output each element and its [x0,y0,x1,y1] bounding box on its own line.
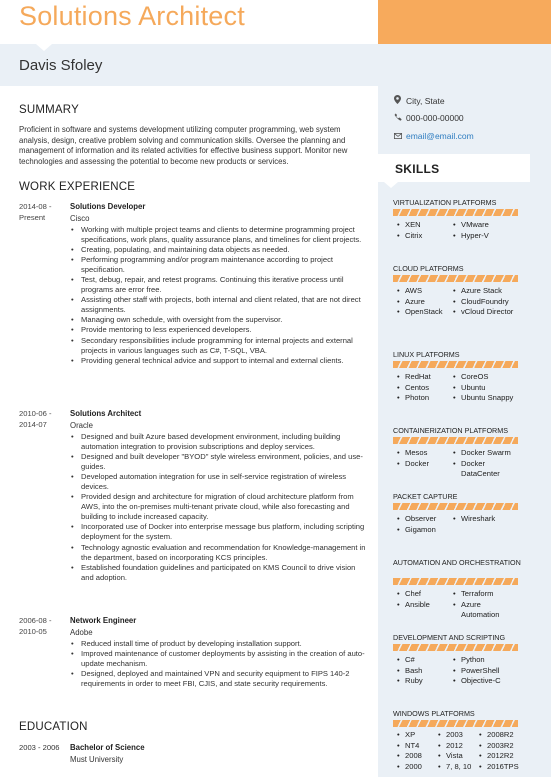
skill-item: • PowerShell [453,666,517,677]
skill-category-title: CONTAINERIZATION PLATFORMS [393,426,509,435]
skill-item: • 2008 [397,751,438,762]
job-bullet: • Technology agnostic evaluation and recommendation for Knowledge-management in the department, based on incorporating KCS principles. [70,543,370,563]
skill-item: • XEN [397,220,453,231]
skill-level-bar [393,209,518,216]
skill-category-title: PACKET CAPTURE [393,492,458,501]
skill-item: • Docker DataCenter [453,459,517,480]
job-title: Solutions Architect [70,409,142,418]
skill-level-bar [393,437,518,444]
job-bullet: • Designed, deployed and maintained VPN and security equipment to FIPS 140-2 requirements in order to meet FBI, CJIS, and state security requirements. [70,669,370,689]
skill-level-bar [393,361,518,368]
skill-item: • Ruby [397,676,453,687]
envelope-icon [394,132,402,141]
job-bullet: • Designed and built Azure based development environment, including building automation integration to provision subscriptions and deploy services. [70,432,370,452]
skill-item: • Chef [397,589,453,600]
skill-item: • Photon [397,393,453,404]
skill-item: • 2016TPS [479,762,524,773]
skill-category-title: LINUX PLATFORMS [393,350,460,359]
skill-category-title: VIRTUALIZATION PLATFORMS [393,198,497,207]
skill-level-bar [393,578,518,585]
phone-icon [394,113,402,123]
skill-level-bar [393,644,518,651]
skill-item: • Terraform [453,589,517,600]
skill-item: • Hyper-V [453,231,517,242]
job-bullet: • Provided design and architecture for migration of cloud architecture platform from AWS, into the on-premises multi-tenant private cloud, while also forecasting and building to include increased capacity. [70,492,370,522]
skill-item: • Centos [397,383,453,394]
job-company: Cisco [70,213,90,223]
skill-category-title: AUTOMATION AND ORCHESTRATION [393,558,521,567]
skill-list [397,730,527,777]
skill-item: • 2008R2 [479,730,524,741]
skill-item: • Bash [397,666,453,677]
location-pin-icon [394,95,402,106]
skills-heading-notch [384,182,398,188]
contact-location: City, State [394,95,445,106]
header [0,0,378,44]
skill-item: • Objective-C [453,676,517,687]
skill-item: • Ubuntu [453,383,517,394]
job-dates: 2014-08 - Present [19,202,52,222]
job-bullet: • Test, debug, repair, and retest programs. Continuing this iterative process until programs are error free. [70,275,370,295]
skill-item: • Ubuntu Snappy [453,393,517,404]
job-bullet: • Established foundation guidelines and participated on KMS Council to drive vision and adoption. [70,563,370,583]
page-title: Solutions Architect [19,1,245,31]
skill-level-bar [393,720,518,727]
skill-item: • VMware [453,220,517,231]
email-link[interactable]: email@email.com [406,131,474,141]
skill-item: • Docker [397,459,453,480]
skill-item: • 2012 [438,741,479,752]
skill-item: • 2012R2 [479,751,524,762]
skill-item: • CoreOS [453,372,517,383]
skill-item: • Gigamon [397,525,453,536]
skill-item: • AWS [397,286,453,297]
skill-list [397,220,527,241]
skill-item: • 2000 [397,762,438,773]
skill-category-title: DEVELOPMENT AND SCRIPTING [393,633,506,642]
job-company: Oracle [70,420,93,430]
skill-item: • XP [397,730,438,741]
job-bullet: • Performing programming and/or program maintenance according to project specification. [70,255,370,275]
skill-item: • 7, 8, 10 [438,762,479,773]
skill-item: • Azure Automation [453,600,517,621]
contact-phone: 000-000-00000 [394,113,464,123]
skill-list [397,589,527,621]
skill-item: • CloudFoundry [453,297,517,308]
skill-item: • 2003 [438,730,479,741]
skill-item: • Vista [438,751,479,762]
job-bullet: • Providing general technical advice and support to internal and external clients. [70,356,370,366]
contact-email[interactable] [394,131,474,141]
job-bullet: • Managing own schedule, with oversight from the supervisor. [70,315,370,325]
skill-list [397,655,527,687]
skills-heading: SKILLS [395,162,440,176]
job-dates: 2006-08 - 2010-05 [19,616,52,636]
job-bullet: • Working with multiple project teams and clients to determine programming project specifications, work plans, quality assurance plans, and timelines for client projects. [70,225,370,245]
skill-item: • Wireshark [453,514,517,525]
skill-item: • C# [397,655,453,666]
header-accent-block [378,0,551,44]
summary-heading: SUMMARY [19,104,79,116]
job-bullet: • Designed and built developer "BYOD" style wireless environment, policies, and use-guides. [70,452,370,472]
skill-level-bar [393,275,518,282]
skill-category-title: WINDOWS PLATFORMS [393,709,475,718]
skill-list [397,514,527,535]
experience-heading: WORK EXPERIENCE [19,181,136,193]
skill-list [397,286,527,318]
education-school: Must University [70,754,124,764]
skill-item: • RedHat [397,372,453,383]
job-title: Solutions Developer [70,202,146,211]
skill-item: • Azure [397,297,453,308]
education-dates: 2003 - 2006 [19,743,60,752]
job-bullet: • Developed automation integration for use in self-service registration of wireless devices. [70,472,370,492]
skill-item: • Docker Swarm [453,448,517,459]
skill-item: • Mesos [397,448,453,459]
job-bullet: • Secondary responsibilities include programming for internal projects and external projects in various languages such as C#, T-SQL, VBA. [70,336,370,356]
skill-item: • Python [453,655,517,666]
skill-item: • vCloud Director [453,307,517,318]
education-heading: EDUCATION [19,721,88,733]
skill-list [397,448,527,480]
job-company: Adobe [70,627,93,637]
education-degree: Bachelor of Science [70,743,145,752]
skill-item: • 2003R2 [479,741,524,752]
skill-item: • Ansible [397,600,453,621]
skill-item: • Azure Stack [453,286,517,297]
skill-category-title: CLOUD PLATFORMS [393,264,464,273]
job-bullet: • Provide mentoring to less experienced developers. [70,325,370,335]
job-bullet: • Improved maintenance of customer deployments by assisting in the creation of auto-update mechanism. [70,649,370,669]
job-bullet: • Assisting other staff with projects, both internal and client related, that are not direct assignments. [70,295,370,315]
job-bullet: • Creating, populating, and maintaining data objects as needed. [70,245,370,255]
summary-text: Proficient in software and systems development utilizing computer programming, web system analysis, design, creative problem solving and communication skills. Oversee the planning and management of information and its related activities for effective business support. Monitor new technologies and assessing the potential to become new products or services. [19,125,348,166]
job-title: Network Engineer [70,616,137,625]
skill-item: • Observer [397,514,453,525]
name-band-notch [36,44,52,51]
candidate-name: Davis Sfoley [19,57,103,74]
skill-item: • Citrix [397,231,453,242]
job-bullet: • Incorporated use of Docker into enterprise message bus platform, including scripting deployment for the system. [70,522,370,542]
job-dates: 2010-06 - 2014-07 [19,409,52,429]
skill-list [397,372,527,404]
skill-level-bar [393,503,518,510]
job-bullet: • Reduced install time of product by developing installation support. [70,639,370,649]
skill-item: • OpenStack [397,307,453,318]
skill-item: • NT4 [397,741,438,752]
